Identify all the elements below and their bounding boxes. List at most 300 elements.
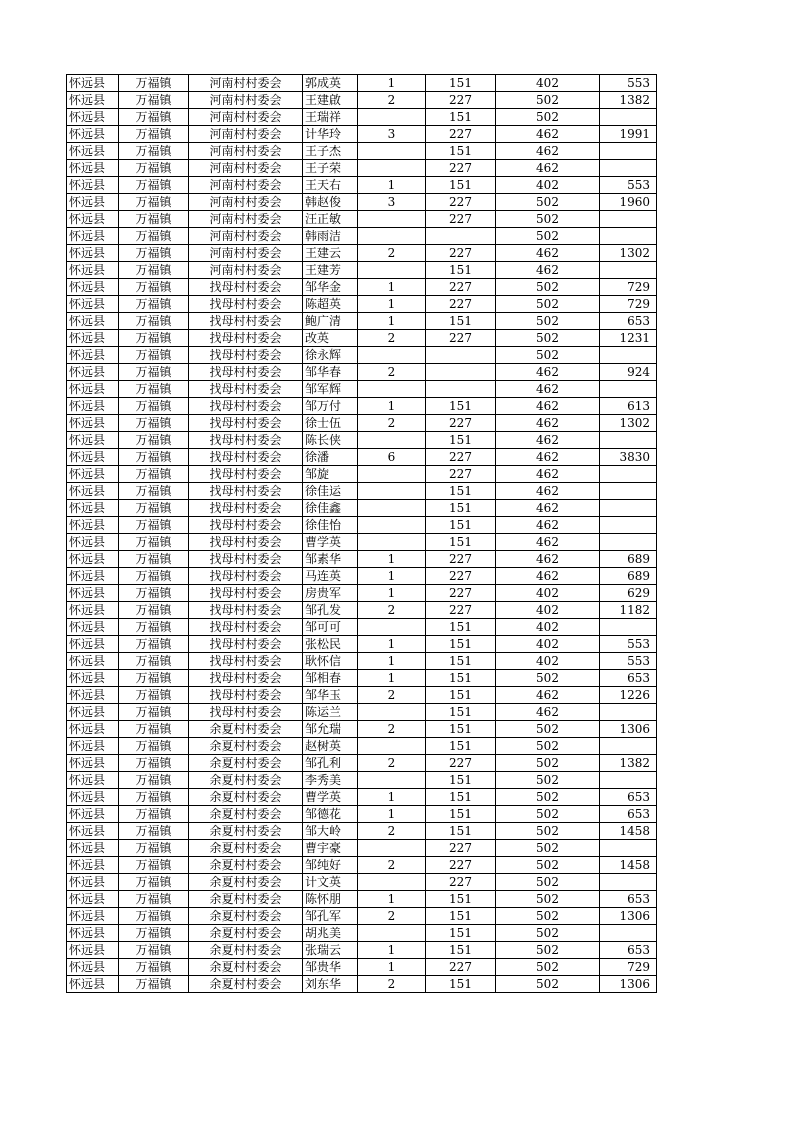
county-cell: 怀远县: [67, 211, 119, 228]
county-cell: 怀远县: [67, 789, 119, 806]
county-cell: 怀远县: [67, 381, 119, 398]
total-cell: 653: [600, 891, 657, 908]
village-cell: 找母村村委会: [189, 500, 303, 517]
total-cell: 653: [600, 313, 657, 330]
amount-b-cell: 502: [496, 976, 600, 993]
total-cell: [600, 517, 657, 534]
table-row: [67, 109, 657, 126]
county-cell: 怀远县: [67, 534, 119, 551]
amount-b-cell: 462: [496, 466, 600, 483]
town-cell: 万福镇: [119, 449, 189, 466]
table-row: [67, 279, 657, 296]
table-row: [67, 313, 657, 330]
amount-a-cell: 151: [426, 925, 496, 942]
amount-b-cell: 462: [496, 449, 600, 466]
village-cell: 余夏村村委会: [189, 772, 303, 789]
town-cell: 万福镇: [119, 211, 189, 228]
count-cell: 2: [358, 415, 426, 432]
town-cell: 万福镇: [119, 75, 189, 92]
town-cell: 万福镇: [119, 874, 189, 891]
village-cell: 余夏村村委会: [189, 925, 303, 942]
table-row: [67, 228, 657, 245]
town-cell: 万福镇: [119, 738, 189, 755]
table-row: [67, 296, 657, 313]
town-cell: 万福镇: [119, 568, 189, 585]
count-cell: 2: [358, 823, 426, 840]
name-cell: 徐士伍: [303, 415, 358, 432]
table-row: [67, 466, 657, 483]
county-cell: 怀远县: [67, 143, 119, 160]
count-cell: [358, 228, 426, 245]
town-cell: 万福镇: [119, 942, 189, 959]
town-cell: 万福镇: [119, 313, 189, 330]
amount-b-cell: 462: [496, 568, 600, 585]
village-cell: 找母村村委会: [189, 619, 303, 636]
amount-a-cell: 227: [426, 874, 496, 891]
table-row: [67, 840, 657, 857]
amount-a-cell: 151: [426, 619, 496, 636]
town-cell: 万福镇: [119, 636, 189, 653]
amount-b-cell: 502: [496, 211, 600, 228]
village-cell: 河南村村委会: [189, 211, 303, 228]
total-cell: 653: [600, 806, 657, 823]
table-row: [67, 959, 657, 976]
amount-b-cell: 462: [496, 381, 600, 398]
village-cell: 找母村村委会: [189, 636, 303, 653]
total-cell: [600, 262, 657, 279]
amount-a-cell: 227: [426, 194, 496, 211]
county-cell: 怀远县: [67, 245, 119, 262]
county-cell: 怀远县: [67, 75, 119, 92]
count-cell: 2: [358, 857, 426, 874]
town-cell: 万福镇: [119, 721, 189, 738]
town-cell: 万福镇: [119, 823, 189, 840]
amount-b-cell: 462: [496, 432, 600, 449]
total-cell: [600, 466, 657, 483]
total-cell: [600, 619, 657, 636]
amount-b-cell: 402: [496, 177, 600, 194]
village-cell: 余夏村村委会: [189, 874, 303, 891]
amount-b-cell: 502: [496, 194, 600, 211]
count-cell: [358, 432, 426, 449]
village-cell: 余夏村村委会: [189, 959, 303, 976]
amount-b-cell: 502: [496, 891, 600, 908]
town-cell: 万福镇: [119, 466, 189, 483]
county-cell: 怀远县: [67, 483, 119, 500]
town-cell: 万福镇: [119, 109, 189, 126]
data-table: [66, 74, 657, 993]
village-cell: 找母村村委会: [189, 296, 303, 313]
amount-a-cell: [426, 228, 496, 245]
amount-a-cell: 227: [426, 466, 496, 483]
town-cell: 万福镇: [119, 415, 189, 432]
total-cell: 1458: [600, 823, 657, 840]
amount-a-cell: 227: [426, 415, 496, 432]
amount-a-cell: 227: [426, 126, 496, 143]
town-cell: 万福镇: [119, 517, 189, 534]
count-cell: 1: [358, 296, 426, 313]
total-cell: [600, 381, 657, 398]
name-cell: 邹孔利: [303, 755, 358, 772]
town-cell: 万福镇: [119, 500, 189, 517]
amount-a-cell: 151: [426, 398, 496, 415]
name-cell: 赵树英: [303, 738, 358, 755]
amount-a-cell: 227: [426, 279, 496, 296]
town-cell: 万福镇: [119, 364, 189, 381]
table-row: [67, 857, 657, 874]
amount-a-cell: 227: [426, 755, 496, 772]
count-cell: 1: [358, 942, 426, 959]
total-cell: 1306: [600, 908, 657, 925]
amount-a-cell: 227: [426, 840, 496, 857]
village-cell: 找母村村委会: [189, 449, 303, 466]
town-cell: 万福镇: [119, 551, 189, 568]
village-cell: 余夏村村委会: [189, 857, 303, 874]
county-cell: 怀远县: [67, 432, 119, 449]
count-cell: [358, 109, 426, 126]
village-cell: 找母村村委会: [189, 704, 303, 721]
table-row: [67, 874, 657, 891]
village-cell: 找母村村委会: [189, 313, 303, 330]
amount-a-cell: 151: [426, 432, 496, 449]
total-cell: 553: [600, 636, 657, 653]
name-cell: 刘东华: [303, 976, 358, 993]
count-cell: 1: [358, 585, 426, 602]
town-cell: 万福镇: [119, 772, 189, 789]
count-cell: 3: [358, 126, 426, 143]
town-cell: 万福镇: [119, 160, 189, 177]
amount-a-cell: 151: [426, 704, 496, 721]
total-cell: 629: [600, 585, 657, 602]
town-cell: 万福镇: [119, 840, 189, 857]
amount-b-cell: 502: [496, 228, 600, 245]
county-cell: 怀远县: [67, 959, 119, 976]
town-cell: 万福镇: [119, 228, 189, 245]
amount-b-cell: 502: [496, 721, 600, 738]
county-cell: 怀远县: [67, 602, 119, 619]
county-cell: 怀远县: [67, 109, 119, 126]
count-cell: 2: [358, 364, 426, 381]
village-cell: 找母村村委会: [189, 330, 303, 347]
table-row: [67, 976, 657, 993]
count-cell: [358, 381, 426, 398]
count-cell: [358, 840, 426, 857]
amount-b-cell: 462: [496, 534, 600, 551]
total-cell: [600, 500, 657, 517]
total-cell: 1960: [600, 194, 657, 211]
amount-b-cell: 462: [496, 364, 600, 381]
village-cell: 河南村村委会: [189, 109, 303, 126]
village-cell: 找母村村委会: [189, 381, 303, 398]
table-row: [67, 432, 657, 449]
total-cell: 553: [600, 75, 657, 92]
name-cell: 徐潘: [303, 449, 358, 466]
name-cell: 王天右: [303, 177, 358, 194]
county-cell: 怀远县: [67, 347, 119, 364]
amount-b-cell: 462: [496, 483, 600, 500]
name-cell: 邹允瑞: [303, 721, 358, 738]
county-cell: 怀远县: [67, 517, 119, 534]
table-row: [67, 738, 657, 755]
name-cell: 郭成英: [303, 75, 358, 92]
county-cell: 怀远县: [67, 619, 119, 636]
name-cell: 马连英: [303, 568, 358, 585]
amount-b-cell: 502: [496, 738, 600, 755]
count-cell: 1: [358, 670, 426, 687]
count-cell: 1: [358, 568, 426, 585]
amount-b-cell: 502: [496, 789, 600, 806]
amount-b-cell: 502: [496, 279, 600, 296]
amount-b-cell: 462: [496, 160, 600, 177]
town-cell: 万福镇: [119, 704, 189, 721]
table-row: [67, 755, 657, 772]
town-cell: 万福镇: [119, 432, 189, 449]
total-cell: 3830: [600, 449, 657, 466]
village-cell: 找母村村委会: [189, 568, 303, 585]
amount-a-cell: 151: [426, 109, 496, 126]
village-cell: 找母村村委会: [189, 364, 303, 381]
count-cell: [358, 704, 426, 721]
count-cell: [358, 925, 426, 942]
name-cell: 邹华玉: [303, 687, 358, 704]
amount-a-cell: 227: [426, 330, 496, 347]
amount-b-cell: 502: [496, 313, 600, 330]
total-cell: [600, 738, 657, 755]
name-cell: 计华玲: [303, 126, 358, 143]
table-row: [67, 551, 657, 568]
county-cell: 怀远县: [67, 806, 119, 823]
amount-b-cell: 502: [496, 823, 600, 840]
village-cell: 河南村村委会: [189, 177, 303, 194]
county-cell: 怀远县: [67, 568, 119, 585]
table-row: [67, 806, 657, 823]
amount-b-cell: 502: [496, 755, 600, 772]
name-cell: 改英: [303, 330, 358, 347]
amount-a-cell: [426, 347, 496, 364]
count-cell: 1: [358, 279, 426, 296]
amount-b-cell: 502: [496, 806, 600, 823]
name-cell: 邹华金: [303, 279, 358, 296]
table-row: [67, 619, 657, 636]
count-cell: 2: [358, 976, 426, 993]
table-row: [67, 194, 657, 211]
name-cell: 王瑞祥: [303, 109, 358, 126]
count-cell: 1: [358, 789, 426, 806]
table-row: [67, 704, 657, 721]
county-cell: 怀远县: [67, 364, 119, 381]
town-cell: 万福镇: [119, 925, 189, 942]
amount-b-cell: 502: [496, 959, 600, 976]
table-row: [67, 772, 657, 789]
amount-b-cell: 462: [496, 398, 600, 415]
county-cell: 怀远县: [67, 670, 119, 687]
total-cell: [600, 704, 657, 721]
town-cell: 万福镇: [119, 653, 189, 670]
table-row: [67, 602, 657, 619]
town-cell: 万福镇: [119, 670, 189, 687]
county-cell: 怀远县: [67, 296, 119, 313]
total-cell: 1226: [600, 687, 657, 704]
county-cell: 怀远县: [67, 908, 119, 925]
count-cell: [358, 500, 426, 517]
table-row: [67, 262, 657, 279]
table-row: [67, 330, 657, 347]
name-cell: 邹万付: [303, 398, 358, 415]
name-cell: 房贵军: [303, 585, 358, 602]
village-cell: 余夏村村委会: [189, 891, 303, 908]
table-row: [67, 908, 657, 925]
total-cell: 729: [600, 296, 657, 313]
town-cell: 万福镇: [119, 262, 189, 279]
county-cell: 怀远县: [67, 721, 119, 738]
amount-a-cell: [426, 364, 496, 381]
name-cell: 邹德花: [303, 806, 358, 823]
name-cell: 韩雨洁: [303, 228, 358, 245]
total-cell: 553: [600, 177, 657, 194]
county-cell: 怀远县: [67, 466, 119, 483]
village-cell: 找母村村委会: [189, 602, 303, 619]
county-cell: 怀远县: [67, 704, 119, 721]
name-cell: 韩赵俊: [303, 194, 358, 211]
amount-a-cell: 151: [426, 976, 496, 993]
name-cell: 王子荣: [303, 160, 358, 177]
amount-a-cell: 151: [426, 721, 496, 738]
town-cell: 万福镇: [119, 789, 189, 806]
county-cell: 怀远县: [67, 551, 119, 568]
town-cell: 万福镇: [119, 279, 189, 296]
town-cell: 万福镇: [119, 619, 189, 636]
county-cell: 怀远县: [67, 925, 119, 942]
count-cell: 6: [358, 449, 426, 466]
table-row: [67, 92, 657, 109]
amount-b-cell: 462: [496, 143, 600, 160]
count-cell: [358, 483, 426, 500]
amount-a-cell: 151: [426, 823, 496, 840]
count-cell: 2: [358, 330, 426, 347]
county-cell: 怀远县: [67, 500, 119, 517]
table-row: [67, 517, 657, 534]
name-cell: 邹孔军: [303, 908, 358, 925]
table-row: [67, 143, 657, 160]
count-cell: 2: [358, 908, 426, 925]
amount-b-cell: 502: [496, 857, 600, 874]
table-row: [67, 823, 657, 840]
amount-a-cell: 151: [426, 517, 496, 534]
table-row: [67, 347, 657, 364]
count-cell: 1: [358, 653, 426, 670]
count-cell: 2: [358, 245, 426, 262]
table-row: [67, 789, 657, 806]
village-cell: 河南村村委会: [189, 228, 303, 245]
name-cell: 邹贵华: [303, 959, 358, 976]
count-cell: [358, 262, 426, 279]
county-cell: 怀远县: [67, 772, 119, 789]
name-cell: 王建啟: [303, 92, 358, 109]
amount-a-cell: 151: [426, 687, 496, 704]
count-cell: 1: [358, 313, 426, 330]
table-body: [67, 75, 657, 993]
amount-a-cell: 151: [426, 806, 496, 823]
amount-a-cell: 227: [426, 296, 496, 313]
count-cell: [358, 534, 426, 551]
town-cell: 万福镇: [119, 177, 189, 194]
count-cell: 2: [358, 755, 426, 772]
total-cell: [600, 925, 657, 942]
county-cell: 怀远县: [67, 177, 119, 194]
amount-b-cell: 502: [496, 772, 600, 789]
total-cell: 653: [600, 942, 657, 959]
count-cell: 3: [358, 194, 426, 211]
count-cell: [358, 517, 426, 534]
amount-b-cell: 502: [496, 347, 600, 364]
name-cell: 徐永辉: [303, 347, 358, 364]
amount-b-cell: 502: [496, 109, 600, 126]
village-cell: 河南村村委会: [189, 143, 303, 160]
amount-b-cell: 502: [496, 92, 600, 109]
name-cell: 汪正敏: [303, 211, 358, 228]
table-row: [67, 687, 657, 704]
count-cell: [358, 619, 426, 636]
count-cell: 1: [358, 398, 426, 415]
village-cell: 余夏村村委会: [189, 823, 303, 840]
amount-b-cell: 462: [496, 551, 600, 568]
amount-a-cell: 151: [426, 262, 496, 279]
amount-b-cell: 502: [496, 925, 600, 942]
amount-a-cell: 227: [426, 92, 496, 109]
table-row: [67, 534, 657, 551]
total-cell: [600, 211, 657, 228]
name-cell: 王子杰: [303, 143, 358, 160]
county-cell: 怀远县: [67, 160, 119, 177]
amount-a-cell: 151: [426, 500, 496, 517]
county-cell: 怀远县: [67, 398, 119, 415]
village-cell: 余夏村村委会: [189, 806, 303, 823]
total-cell: 1382: [600, 755, 657, 772]
name-cell: 王建云: [303, 245, 358, 262]
amount-a-cell: 151: [426, 143, 496, 160]
name-cell: 邹大岭: [303, 823, 358, 840]
amount-b-cell: 502: [496, 296, 600, 313]
amount-b-cell: 462: [496, 262, 600, 279]
amount-a-cell: 151: [426, 313, 496, 330]
total-cell: [600, 772, 657, 789]
amount-b-cell: 502: [496, 908, 600, 925]
amount-a-cell: 151: [426, 772, 496, 789]
amount-b-cell: 402: [496, 602, 600, 619]
village-cell: 余夏村村委会: [189, 738, 303, 755]
total-cell: [600, 109, 657, 126]
amount-a-cell: 151: [426, 891, 496, 908]
count-cell: [358, 772, 426, 789]
county-cell: 怀远县: [67, 636, 119, 653]
total-cell: [600, 840, 657, 857]
total-cell: 1231: [600, 330, 657, 347]
table-row: [67, 653, 657, 670]
amount-a-cell: 151: [426, 653, 496, 670]
amount-a-cell: 151: [426, 177, 496, 194]
name-cell: 李秀美: [303, 772, 358, 789]
town-cell: 万福镇: [119, 959, 189, 976]
amount-a-cell: 151: [426, 908, 496, 925]
amount-b-cell: 462: [496, 245, 600, 262]
town-cell: 万福镇: [119, 976, 189, 993]
amount-a-cell: 151: [426, 738, 496, 755]
county-cell: 怀远县: [67, 313, 119, 330]
village-cell: 找母村村委会: [189, 687, 303, 704]
table-row: [67, 364, 657, 381]
total-cell: 653: [600, 789, 657, 806]
total-cell: 653: [600, 670, 657, 687]
